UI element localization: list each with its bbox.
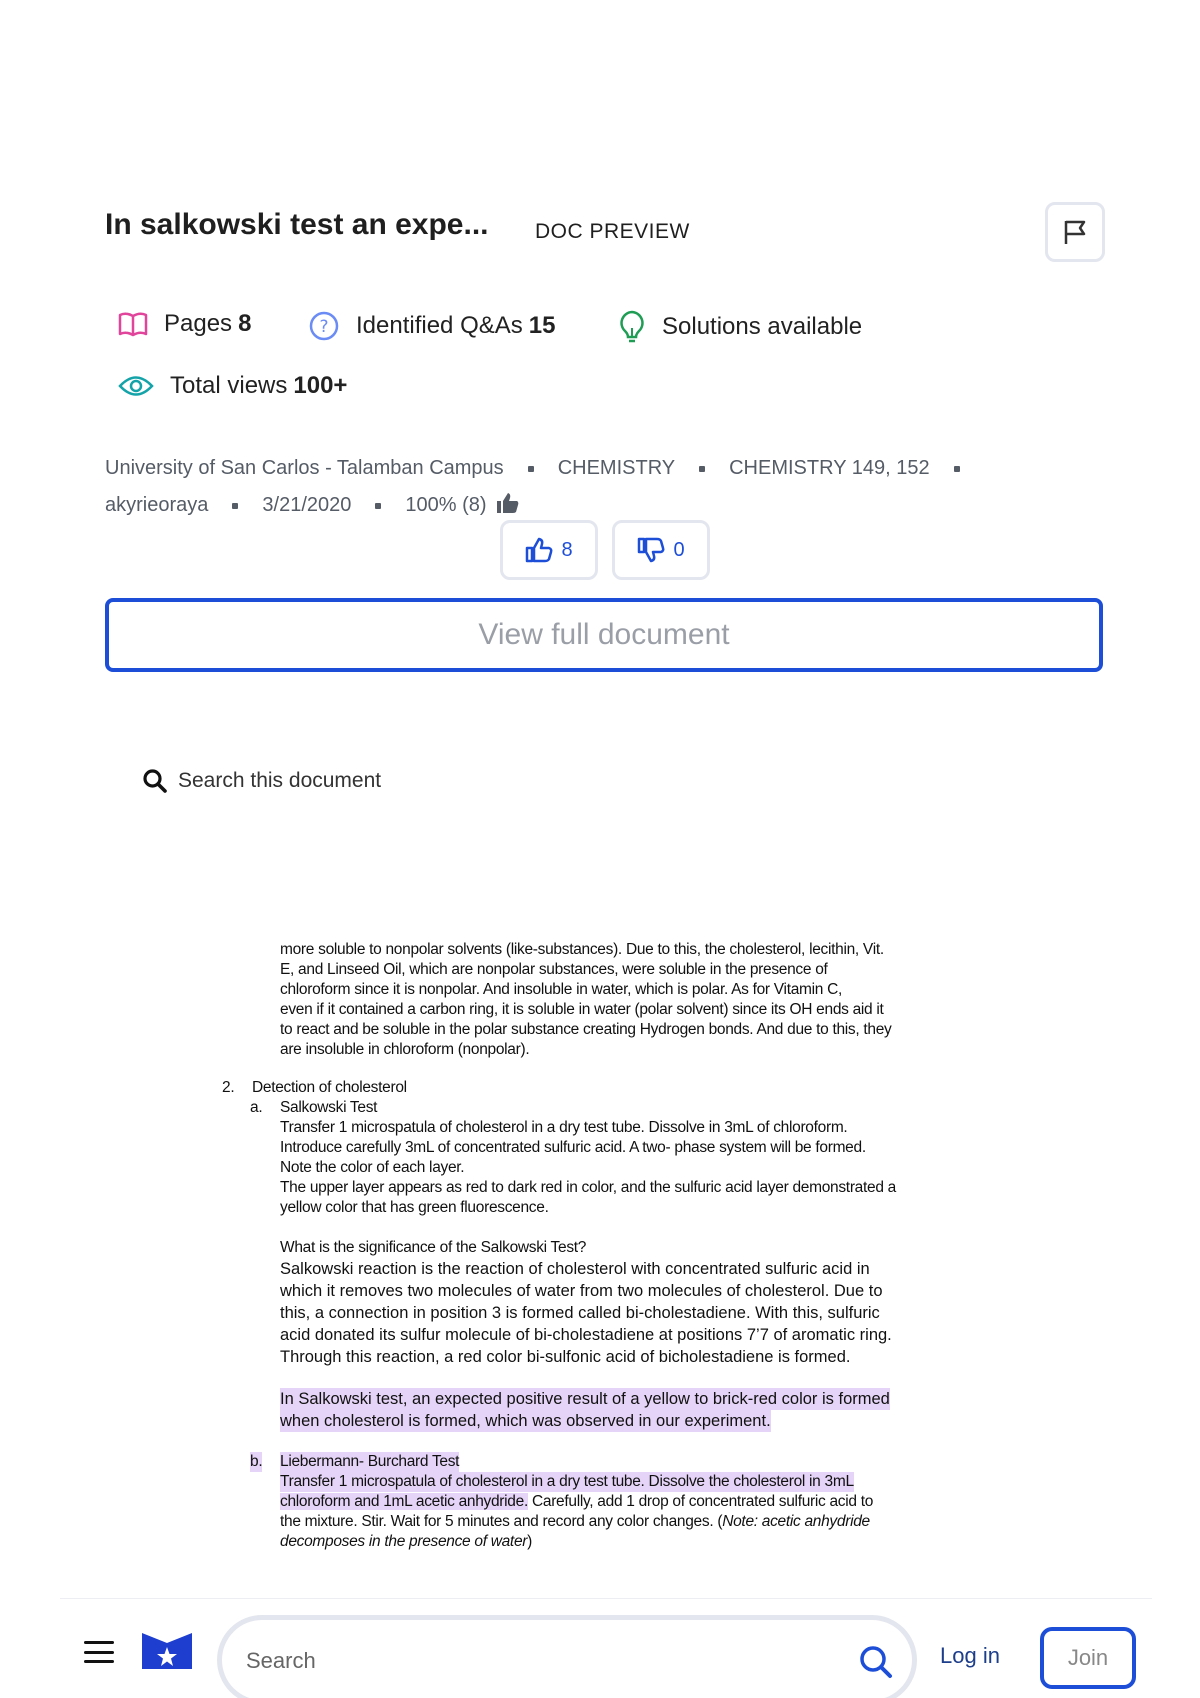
doc-header bbox=[105, 200, 1105, 270]
doc-line: which it removes two molecules of water from two molecules of cholesterol. Due to bbox=[280, 1282, 883, 1300]
search-icon[interactable] bbox=[858, 1644, 894, 1680]
downvote-button[interactable] bbox=[612, 520, 710, 580]
doc-line: acid donated its sulfur molecule of bi-cholestadiene at positions 7’7 of aromatic ring. bbox=[280, 1326, 892, 1344]
doc-line bbox=[280, 1532, 532, 1552]
meta-rating: 100% (8) bbox=[405, 494, 487, 516]
doc-text: ) bbox=[527, 1533, 532, 1550]
global-search-placeholder: Search bbox=[246, 1648, 316, 1673]
highlighted-line: Transfer 1 microspatula of cholesterol in a dry test tube. Dissolve the cholesterol in 3mL bbox=[280, 1473, 854, 1490]
list-number: 2. bbox=[222, 1079, 235, 1096]
upvote-count: 8 bbox=[561, 538, 573, 561]
section-heading: Detection of cholesterol bbox=[252, 1079, 407, 1096]
doc-line: yellow color that has green fluorescence. bbox=[280, 1199, 549, 1216]
meta-subject[interactable]: CHEMISTRY bbox=[557, 457, 676, 479]
highlighted-line: when cholesterol is formed, which was observed in our experiment. bbox=[280, 1412, 771, 1430]
doc-line: Through this reaction, a red color bi-sulfonic acid of bicholestadiene is formed. bbox=[280, 1348, 851, 1366]
join-button[interactable]: Join bbox=[1040, 1627, 1136, 1689]
pages-label: Pages bbox=[164, 310, 233, 337]
lightbulb-icon bbox=[618, 310, 646, 344]
solutions-label: Solutions available bbox=[662, 313, 863, 340]
list-letter: b. bbox=[250, 1453, 263, 1470]
doc-line: more soluble to nonpolar solvents (like-substances). Due to this, the cholesterol, lecithin, Vit. bbox=[280, 941, 884, 958]
doc-line: even if it contained a carbon ring, it is soluble in water (polar solvent) since its OH ends aid it bbox=[280, 1001, 884, 1018]
bottom-nav-bar bbox=[60, 1598, 1152, 1698]
list-letter: a. bbox=[250, 1099, 263, 1116]
downvote-count: 0 bbox=[673, 538, 685, 561]
doc-line: are insoluble in chloroform (nonpolar). bbox=[280, 1041, 530, 1058]
doc-italic: decomposes in the presence of water bbox=[280, 1533, 528, 1550]
views-label: Total views bbox=[170, 372, 288, 399]
doc-italic: Note: acetic anhydride bbox=[722, 1513, 870, 1530]
book-icon bbox=[118, 311, 148, 337]
eye-icon bbox=[118, 373, 154, 399]
doc-line: Note the color of each layer. bbox=[280, 1159, 465, 1176]
stat-views bbox=[118, 372, 347, 400]
doc-line: E, and Linseed Oil, which are nonpolar substances, were soluble in the presence of bbox=[280, 961, 828, 978]
meta-course[interactable]: CHEMISTRY 149, 152 bbox=[729, 457, 930, 479]
doc-line: Introduce carefully 3mL of concentrated sulfuric acid. A two- phase system will be formed. bbox=[280, 1139, 866, 1156]
thumbs-down-icon bbox=[637, 537, 665, 563]
subsection-heading: Salkowski Test bbox=[280, 1099, 378, 1116]
doc-preview-label: DOC PREVIEW bbox=[535, 220, 690, 243]
thumbs-up-small-icon bbox=[496, 492, 520, 514]
doc-line: The upper layer appears as red to dark red in color, and the sulfuric acid layer demonstrated a bbox=[280, 1179, 896, 1196]
vote-buttons bbox=[500, 520, 710, 580]
highlighted-line: In Salkowski test, an expected positive result of a yellow to brick-red color is formed bbox=[280, 1390, 890, 1408]
question-icon bbox=[308, 310, 340, 342]
views-value: 100+ bbox=[293, 372, 348, 399]
doc-search[interactable] bbox=[142, 768, 381, 794]
highlighted-text: chloroform and 1mL acetic anhydride. bbox=[280, 1493, 528, 1510]
stat-qas bbox=[308, 310, 555, 342]
logo-icon[interactable] bbox=[142, 1629, 192, 1669]
global-search-input[interactable] bbox=[217, 1615, 917, 1698]
doc-search-placeholder: Search this document bbox=[178, 769, 382, 792]
meta-date: 3/21/2020 bbox=[262, 494, 352, 516]
doc-line: to react and be soluble in the polar substance creating Hydrogen bonds. And due to this, they bbox=[280, 1021, 892, 1038]
meta-school[interactable]: University of San Carlos - Talamban Campus bbox=[105, 457, 504, 479]
thumbs-up-icon bbox=[525, 537, 553, 563]
qas-value: 15 bbox=[528, 312, 556, 339]
flag-button[interactable] bbox=[1045, 202, 1105, 262]
doc-meta bbox=[105, 450, 1105, 524]
login-link[interactable]: Log in bbox=[940, 1643, 1000, 1668]
view-full-document-button[interactable]: View full document bbox=[105, 598, 1103, 672]
doc-line: this, a connection in position 3 is formed called bi-cholestadiene. With this, sulfuric bbox=[280, 1304, 880, 1322]
flag-icon bbox=[1060, 217, 1090, 247]
doc-line: Transfer 1 microspatula of cholesterol in a dry test tube. Dissolve in 3mL of chloroform. bbox=[280, 1119, 848, 1136]
menu-icon[interactable] bbox=[84, 1641, 114, 1663]
doc-line: Salkowski reaction is the reaction of cholesterol with concentrated sulfuric acid in bbox=[280, 1260, 870, 1278]
meta-author[interactable]: akyrieoraya bbox=[105, 494, 209, 516]
doc-line bbox=[280, 1512, 870, 1532]
doc-text: the mixture. Stir. Wait for 5 minutes and record any color changes. ( bbox=[280, 1513, 723, 1530]
upvote-button[interactable] bbox=[500, 520, 598, 580]
svg-text:?: ? bbox=[319, 317, 329, 337]
search-icon bbox=[142, 768, 168, 794]
stat-solutions bbox=[618, 310, 862, 344]
pages-value: 8 bbox=[238, 310, 252, 337]
doc-line bbox=[280, 1492, 873, 1512]
doc-question: What is the significance of the Salkowski Test? bbox=[280, 1239, 587, 1256]
doc-text: Carefully, add 1 drop of concentrated sulfuric acid to bbox=[527, 1493, 874, 1510]
page-title: In salkowski test an expe... bbox=[105, 208, 489, 241]
qas-label: Identified Q&As bbox=[356, 312, 523, 339]
subsection-heading: Liebermann- Burchard Test bbox=[280, 1453, 460, 1470]
stat-pages bbox=[118, 310, 251, 338]
doc-line: chloroform since it is nonpolar. And insoluble in water, which is polar. As for Vitamin C, bbox=[280, 981, 843, 998]
